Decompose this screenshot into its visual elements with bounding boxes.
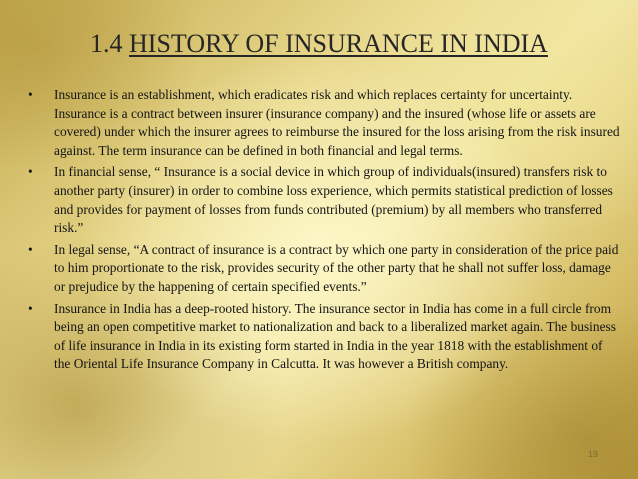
bullet-dot-icon: • bbox=[28, 300, 33, 316]
bullet-item bbox=[26, 300, 620, 374]
bullet-text: In legal sense, “A contract of insurance is a contract by which one party in consideration of the price paid to him proportionate to the risk, provides security of the other party that he shall not suffer loss, damage or prejudice by the happening of certain specified events.” bbox=[54, 241, 619, 294]
bullet-text: In financial sense, “ Insurance is a social device in which group of individuals(insured) transfers risk to another party (insurer) in order to combine loss experience, which permits statistical prediction of losses and provides for payment of losses from funds contributed (premium) by all members who transferred risk.” bbox=[54, 164, 613, 236]
bullet-text: Insurance in India has a deep-rooted history. The insurance sector in India has come in a full circle from being an open competitive market to nationalization and back to a liberalized market again. The business of life insurance in India in its existing form started in India in the year 1818 with the establishment of the Oriental Life Insurance Company in Calcutta. It was however a British company. bbox=[54, 300, 616, 372]
bullet-dot-icon: • bbox=[28, 241, 33, 257]
page-number: 19 bbox=[587, 449, 598, 459]
bullet-item bbox=[26, 163, 620, 237]
slide-title bbox=[0, 28, 638, 60]
bullet-dot-icon: • bbox=[28, 164, 33, 180]
title-prefix: 1.4 bbox=[90, 29, 130, 58]
bullet-text: Insurance is an establishment, which eradicates risk and which replaces certainty for uncertainty. Insurance is a contract between insurer (insurance company) and the insured (whose life or assets are covered) under which the insurer agrees to reimburse the insured for the loss arising from the risk insured against. The term insurance can be defined in both financial and legal terms. bbox=[54, 87, 620, 158]
bullet-item bbox=[26, 241, 620, 297]
bullet-dot-icon: • bbox=[28, 87, 33, 102]
bullet-list bbox=[26, 86, 620, 377]
bullet-item bbox=[26, 86, 620, 160]
title-underlined-text: HISTORY OF INSURANCE IN INDIA bbox=[129, 29, 548, 58]
